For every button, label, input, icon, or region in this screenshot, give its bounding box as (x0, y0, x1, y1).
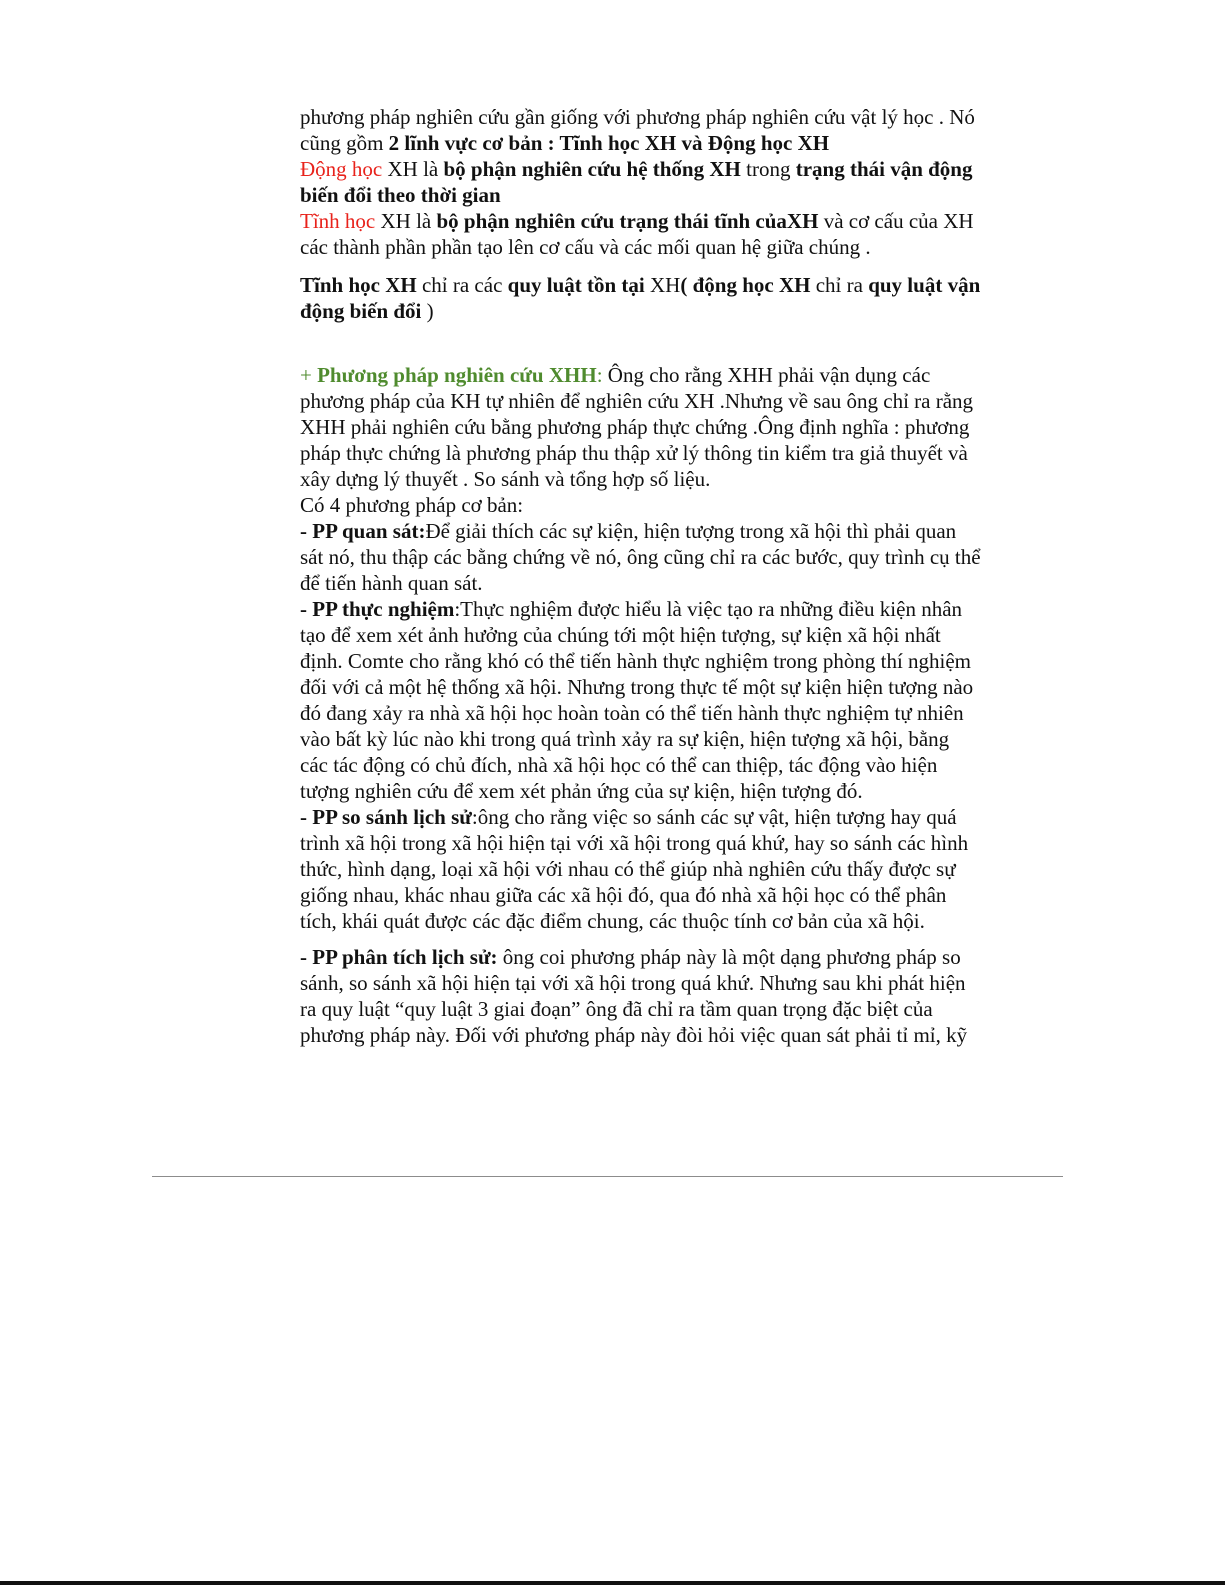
paragraph-observation (300, 518, 982, 596)
paragraph-dynamics (300, 156, 982, 208)
methods-heading: Phương pháp nghiên cứu XHH (317, 363, 597, 387)
paragraph-four-methods: Có 4 phương pháp cơ bản: (300, 493, 524, 517)
methods-colon: : (596, 363, 603, 387)
bottom-edge (0, 1581, 1225, 1585)
methods-plus: + (300, 363, 318, 387)
dynamics-bold-d: trạng thái vận động biến đổi theo thời gian (300, 157, 973, 207)
observation-text: Để giải thích các sự kiện, hiện tượng trong xã hội thì phải quan sát nó, thu thập các bằng chứng về nó, ông cũng chỉ ra các bước, quy trình cụ thể để tiến hành quan sát. (300, 519, 981, 595)
historical-comparison-text: :ông cho rằng việc so sánh các sự vật, hiện tượng hay quá trình xã hội trong xã hội hiện tại với xã hội trong quá khứ, hay so sánh các hình thức, hình dạng, loại xã hội với nhau có thể giúp nhà nghiên cứu thấy được sự giống nhau, khác nhau giữa các xã hội đó, qua đó nhà xã hội học có thể phân tích, khái quát được các đặc điểm chung, các thuộc tính cơ bản của xã hội. (300, 805, 969, 933)
paragraph-methods (300, 362, 982, 492)
intro-text: phương pháp nghiên cứu gần giống với phương pháp nghiên cứu vật lý học . Nó cũng gồm (300, 105, 975, 155)
laws-bold-g: quy luật vận động biến đổi (300, 273, 981, 323)
intro-bold-fields: 2 lĩnh vực cơ bản : Tĩnh học XH và Động học XH (388, 131, 830, 155)
statics-text-c: và cơ cấu của XH các thành phần phần tạo lên cơ cấu và các mối quan hệ giữa chúng . (300, 209, 974, 259)
dynamics-bold-b: bộ phận nghiên cứu hệ thống XH (443, 157, 741, 181)
historical-analysis-label: - PP phân tích lịch sử: (300, 945, 498, 969)
term-dynamics: Động học (300, 157, 383, 181)
historical-analysis-text: ông coi phương pháp này là một dạng phương pháp so sánh, so sánh xã hội hiện tại với xã hội trong quá khứ. Nhưng sau khi phát hiện ra quy luật “quy luật 3 giai đoạn” ông đã chỉ ra tầm quan trọng đặc biệt của phương pháp này. Đối với phương pháp này đòi hỏi việc quan sát phải tỉ mỉ, kỹ (300, 945, 968, 1047)
paragraph-historical-analysis (300, 944, 982, 1048)
dynamics-text-a: XH là (382, 157, 444, 181)
experiment-label: - PP thực nghiệm (300, 597, 455, 621)
paragraph-experiment (300, 596, 982, 804)
paragraph-laws (300, 272, 982, 324)
paragraph-intro (300, 104, 982, 156)
laws-text-b: chỉ ra các (416, 273, 508, 297)
laws-text-d: XH (644, 273, 681, 297)
document-body (300, 104, 982, 1048)
dynamics-text-c: trong (740, 157, 796, 181)
laws-bold-a: Tĩnh học XH (300, 273, 417, 297)
statics-bold-b: bộ phận nghiên cứu trạng thái tĩnh củaXH (436, 209, 819, 233)
laws-bold-e: ( động học XH (680, 273, 811, 297)
experiment-text: :Thực nghiệm được hiểu là việc tạo ra những điều kiện nhân tạo để xem xét ảnh hưởng của chúng tới một hiện tượng, sự kiện xã hội nhất định. Comte cho rằng khó có thể tiến hành thực nghiệm trong phòng thí nghiệm đối với cả một hệ thống xã hội. Nhưng trong thực tế một sự kiện hiện tượng nào đó đang xảy ra nhà xã hội học hoàn toàn có thể tiến hành thực nghiệm tự nhiên vào bất kỳ lúc nào khi trong quá trình xảy ra sự kiện, hiện tượng xã hội, bằng các tác động có chủ đích, nhà xã hội học có thể can thiệp, tác động vào hiện tượng nghiên cứu để xem xét phản ứng của sự kiện, hiện tượng đó. (300, 597, 974, 803)
statics-text-a: XH là (375, 209, 437, 233)
paragraph-statics (300, 208, 982, 260)
page-divider (152, 1176, 1063, 1177)
methods-text: Ông cho rằng XHH phải vận dụng các phương pháp của KH tự nhiên để nghiên cứu XH .Nhưng về sau ông chỉ ra rằng XHH phải nghiên cứu bằng phương pháp thực chứng .Ông định nghĩa : phương pháp thực chứng là phương pháp thu thập xử lý thông tin kiểm tra giả thuyết và xây dựng lý thuyết . So sánh và tổng hợp số liệu. (300, 363, 974, 491)
paragraph-historical-comparison (300, 804, 982, 934)
historical-comparison-label: - PP so sánh lịch sử (300, 805, 472, 829)
laws-text-h: ) (421, 299, 434, 323)
term-statics: Tĩnh học (300, 209, 376, 233)
laws-text-f: chỉ ra (810, 273, 869, 297)
laws-bold-c: quy luật tồn tại (507, 273, 645, 297)
observation-label: - PP quan sát: (300, 519, 426, 543)
